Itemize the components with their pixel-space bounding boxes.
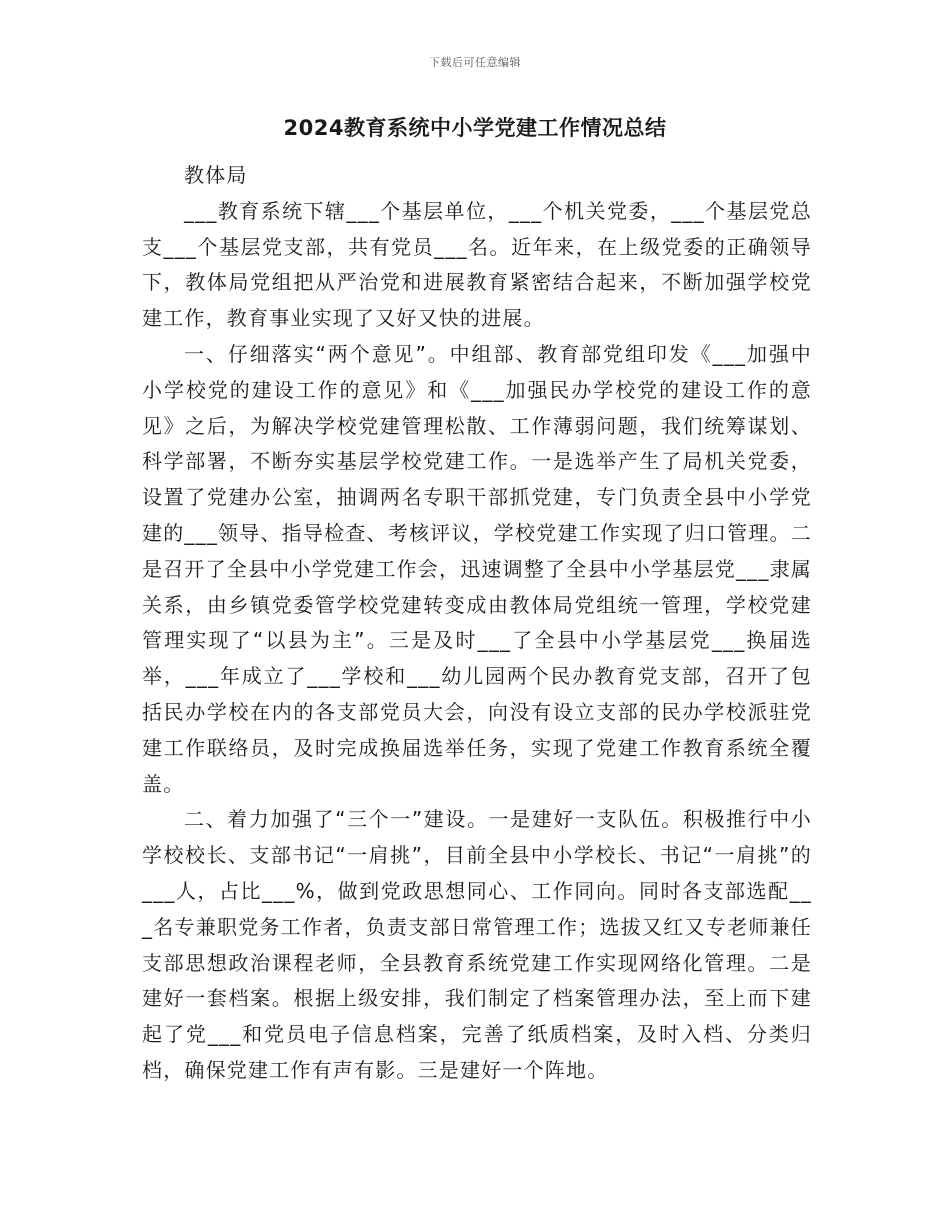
document-body xyxy=(142,158,812,1089)
document-title: 2024教育系统中小学党建工作情况总结 xyxy=(283,116,667,140)
header-note: 下载后可任意编辑 xyxy=(429,56,521,69)
author-line: 教体局 xyxy=(184,163,248,187)
paragraph-section-2: 二、着力加强了“三个一”建设。一是建好一支队伍。积极推行中小学校校长、支部书记“一肩挑”，目前全县中小学校长、书记“一肩挑”的___人，占比___%，做到党政思想同心、工作同向。同时各支部选配___名专兼职党务工作者，负责支部日常管理工作；选拔又红又专老师兼任支部思想政治课程老师，全县教育系统党建工作实现网络化管理。二是建好一套档案。根据上级安排，我们制定了档案管理办法，至上而下建起了党___和党员电子信息档案，完善了纸质档案，及时入档、分类归档，确保党建工作有声有影。三是建好一个阵地。 xyxy=(142,807,812,1082)
paragraph-section-1: 一、仔细落实“两个意见”。中组部、教育部党组印发《___加强中小学校党的建设工作的意见》和《___加强民办学校党的建设工作的意见》之后，为解决学校党建管理松散、工作薄弱问题，我们统筹谋划、科学部署，不断夯实基层学校党建工作。一是选举产生了局机关党委，设置了党建办公室，抽调两名专职干部抓党建，专门负责全县中小学党建的___领导、指导检查、考核评议，学校党建工作实现了归口管理。二是召开了全县中小学党建工作会，迅速调整了全县中小学基层党___隶属关系，由乡镇党委管学校党建转变成由教体局党组统一管理，学校党建管理实现了“以县为主”。三是及时___了全县中小学基层党___换届选举，___年成立了___学校和___幼儿园两个民办教育党支部，召开了包括民办学校在内的各支部党员大会，向没有设立支部的民办学校派驻党建工作联络员，及时完成换届选举任务，实现了党建工作教育系统全覆盖。 xyxy=(142,341,812,796)
paragraph-intro: ___教育系统下辖___个基层单位，___个机关党委，___个基层党总支___个基层党支部，共有党员___名。近年来，在上级党委的正确领导下，教体局党组把从严治党和进展教育紧密结合起来，不断加强学校党建工作，教育事业实现了又好又快的进展。 xyxy=(142,198,812,331)
